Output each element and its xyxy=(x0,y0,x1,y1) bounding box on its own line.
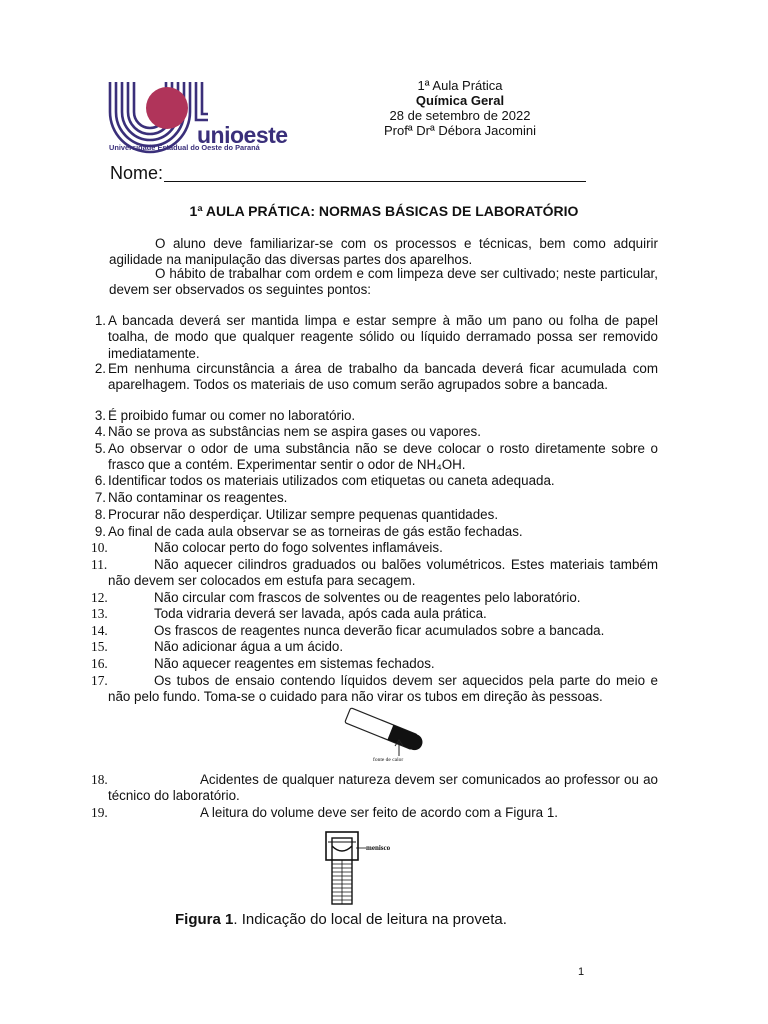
list-item: Não aquecer cilindros graduados ou balões volumétricos. Estes materiais também não devem ser colocados em estufa para secagem. xyxy=(108,557,658,589)
figure-caption: Figura 1. Indicação do local de leitura na proveta. xyxy=(175,911,507,928)
logo-wordmark: unioeste xyxy=(197,122,288,148)
list-item-number: 12. xyxy=(91,590,108,605)
heat-source-label: fonte de calor xyxy=(373,757,404,763)
list-item: Não se prova as substâncias nem se aspira gases ou vapores. xyxy=(108,424,481,439)
list-item: A bancada deverá ser mantida limpa e estar sempre à mão um pano ou folha de papel toalha, de modo que qualquer reagente sólido ou líquido derramado possa ser removido imediatamente. xyxy=(108,313,658,361)
list-item-number: 17. xyxy=(91,673,108,688)
list-item: Não aquecer reagentes em sistemas fechados. xyxy=(154,656,435,671)
nome-line xyxy=(164,181,586,182)
nome-label: Nome: xyxy=(110,163,164,183)
page-title: 1ª AULA PRÁTICA: NORMAS BÁSICAS DE LABORATÓRIO xyxy=(189,203,579,219)
list-item: Identificar todos os materiais utilizados com etiquetas ou caneta adequada. xyxy=(108,473,555,488)
header-course: Química Geral xyxy=(415,93,505,108)
list-item: Não contaminar os reagentes. xyxy=(108,490,288,505)
intro-paragraph-2: O hábito de trabalhar com ordem e com limpeza deve ser cultivado; neste particular, devem ser observados os seguintes pontos: xyxy=(109,266,658,297)
list-item: Não adicionar água a um ácido. xyxy=(154,639,344,654)
logo-subtitle: Universidade Estadual do Oeste do Paraná xyxy=(109,143,260,152)
list-item-number: 19. xyxy=(91,805,108,820)
list-item: A leitura do volume deve ser feito de acordo com a Figura 1. xyxy=(200,805,559,820)
list-item: Os tubos de ensaio contendo líquidos devem ser aquecidos pela parte do meio e não pelo fundo. Toma-se o cuidado para não virar os tubos em direção às pessoas. xyxy=(108,673,658,705)
header-date: 28 de setembro de 2022 xyxy=(389,108,531,123)
list-item-number: 10. xyxy=(91,540,108,555)
list-item: Em nenhuma circunstância a área de trabalho da bancada deverá ficar acumulada com aparelhagem. Todos os materiais de uso comum serão agrupados sobre a bancada. xyxy=(108,361,658,393)
intro-paragraph-1: O aluno deve familiarizar-se com os processos e técnicas, bem como adquirir agilidade na manipulação das diversas partes dos aparelhos. xyxy=(109,236,658,267)
list-item-number: 6. xyxy=(94,473,106,488)
page-number: 1 xyxy=(578,966,585,978)
list-item-number: 14. xyxy=(91,623,108,638)
list-item-number: 8. xyxy=(94,507,106,522)
list-item-number: 3. xyxy=(94,408,106,423)
list-item-number: 1. xyxy=(94,313,106,328)
meniscus-label: menisco xyxy=(366,844,391,852)
list-item-number: 16. xyxy=(91,656,108,671)
list-item: Acidentes de qualquer natureza devem ser comunicados ao professor ou ao técnico do laboratório. xyxy=(108,772,658,804)
list-item: É proibido fumar ou comer no laboratório. xyxy=(108,408,356,423)
graduated-cylinder-figure xyxy=(320,830,410,906)
list-item: Não colocar perto do fogo solventes inflamáveis. xyxy=(154,540,443,555)
list-item: Não circular com frascos de solventes ou de reagentes pelo laboratório. xyxy=(154,590,581,605)
list-item: Ao observar o odor de uma substância não se deve colocar o rosto diretamente sobre o frasco que a contém. Experimentar sentir o odor de NH₄OH. xyxy=(108,441,658,473)
list-item: Ao final de cada aula observar se as torneiras de gás estão fechadas. xyxy=(108,524,523,539)
list-item-number: 7. xyxy=(94,490,106,505)
list-item-number: 2. xyxy=(94,361,106,376)
list-item-number: 9. xyxy=(94,524,106,539)
header-professor: Profª Drª Débora Jacomini xyxy=(384,123,536,138)
list-item-number: 11. xyxy=(91,557,108,572)
list-item: Toda vidraria deverá ser lavada, após cada aula prática. xyxy=(154,606,487,621)
list-item-number: 4. xyxy=(94,424,106,439)
list-item-number: 18. xyxy=(91,772,108,787)
list-item-number: 5. xyxy=(94,441,106,456)
list-item: Procurar não desperdiçar. Utilizar sempre pequenas quantidades. xyxy=(108,507,499,522)
list-item: Os frascos de reagentes nunca deverão ficar acumulados sobre a bancada. xyxy=(154,623,605,638)
list-item-number: 15. xyxy=(91,639,108,654)
header-line-1: 1ª Aula Prática xyxy=(417,78,503,93)
list-item-number: 13. xyxy=(91,606,108,621)
